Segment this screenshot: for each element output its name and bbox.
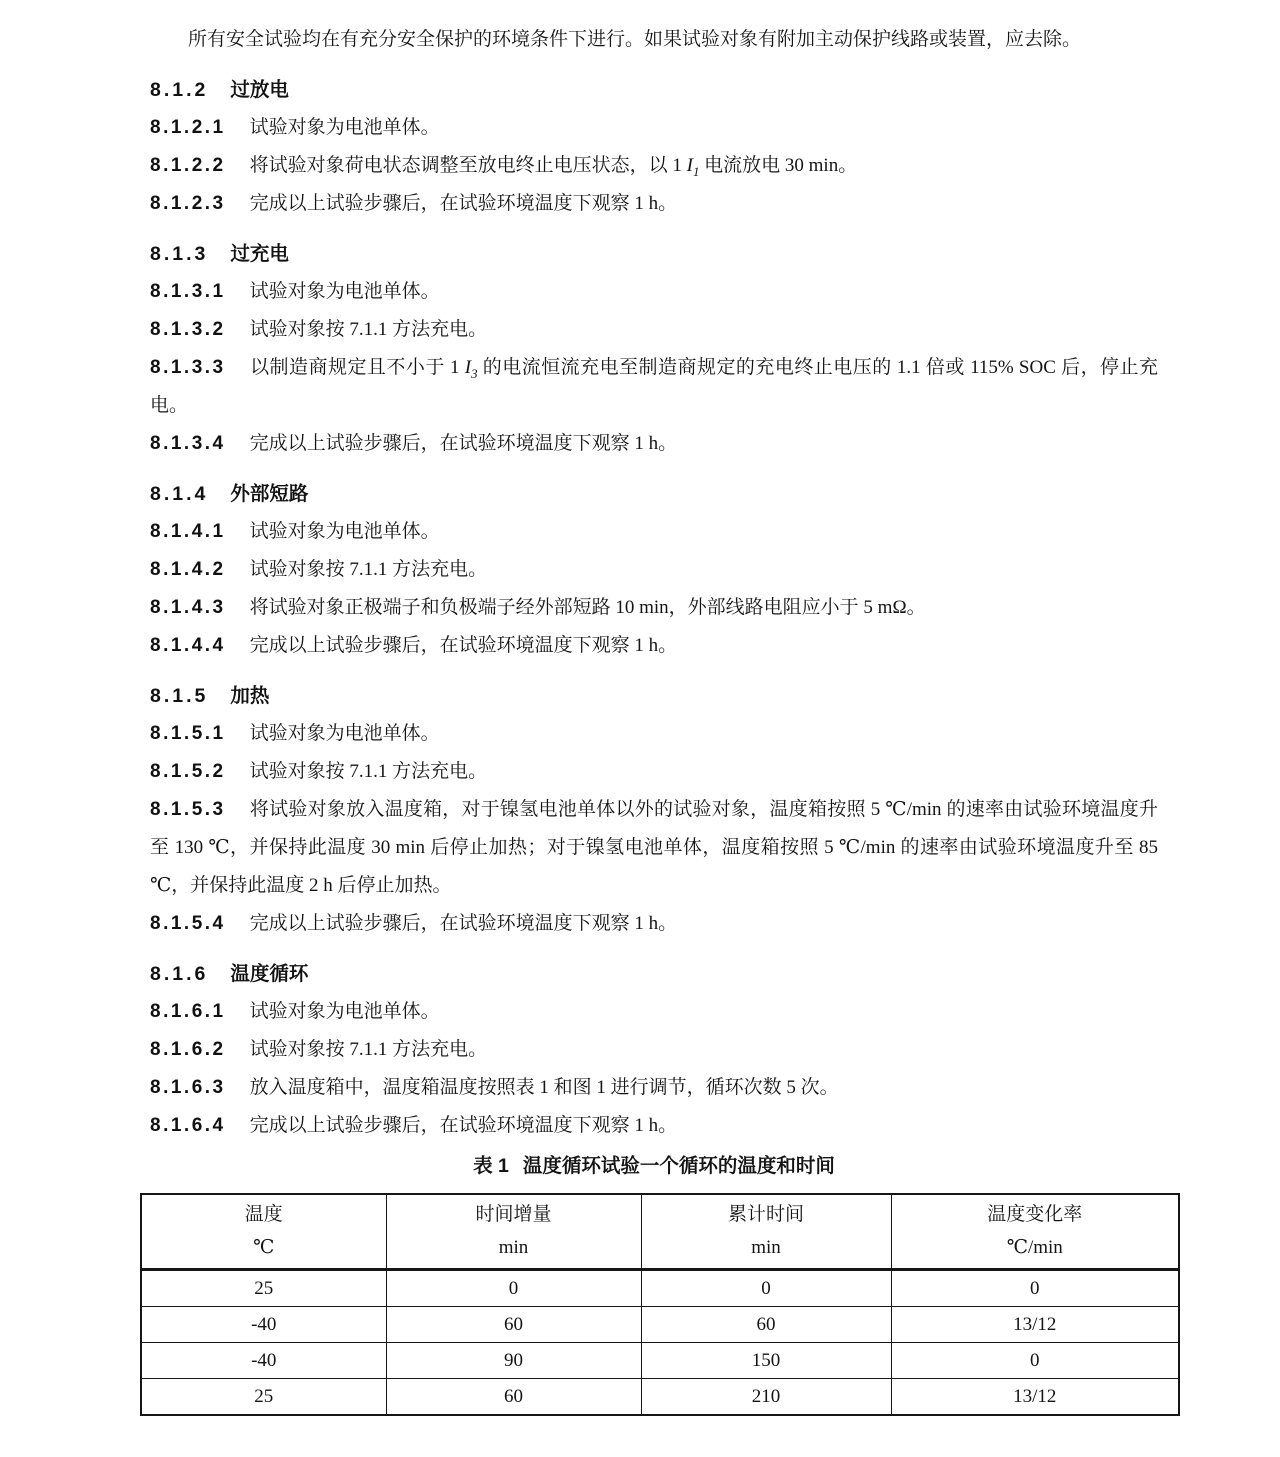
table-cell: 0	[641, 1270, 891, 1307]
clause-text: 放入温度箱中，温度箱温度按照表 1 和图 1 进行调节，循环次数 5 次。	[249, 1077, 839, 1098]
column-unit: min	[498, 1237, 529, 1258]
section-heading-8-1-5	[150, 677, 1158, 715]
current-symbol: I	[464, 357, 472, 378]
clause-number: 8.1.5.2	[150, 761, 226, 782]
clause-number: 8.1.3.2	[150, 319, 226, 340]
clause-8-1-6-3	[150, 1069, 1158, 1107]
clause-number: 8.1.5.4	[150, 913, 226, 934]
clause-number: 8.1.6.4	[150, 1115, 226, 1136]
clause-8-1-3-3	[150, 349, 1158, 425]
clause-text: 试验对象为电池单体。	[249, 281, 440, 302]
table-caption-label: 表 1	[473, 1155, 509, 1177]
clause-number: 8.1.4.1	[150, 521, 226, 542]
clause-text: 试验对象为电池单体。	[249, 723, 440, 744]
table-cell: 0	[891, 1343, 1179, 1379]
table-1-wrapper	[140, 1193, 1178, 1416]
table-cell: 13/12	[891, 1379, 1179, 1416]
clause-number: 8.1.6.2	[150, 1039, 226, 1060]
clause-text: 将试验对象放入温度箱，对于镍氢电池单体以外的试验对象，温度箱按照 5 ℃/min 的速率由试验环境温度升至 130 ℃，并保持此温度 30 min 后停止加热；对于镍氢电池单体，温度箱按照 5 ℃/min 的速率由试验环境温度升至 85 ℃，并保持此温度 2 h 后停止加热。	[150, 799, 1158, 896]
clause-number: 8.1.2.2	[150, 155, 226, 176]
temperature-cycle-table	[140, 1193, 1180, 1416]
column-unit: ℃/min	[1006, 1237, 1063, 1258]
table-cell: 25	[141, 1270, 386, 1307]
clause-8-1-5-4	[150, 905, 1158, 943]
clause-8-1-2-3	[150, 185, 1158, 223]
clause-text: 将试验对象正极端子和负极端子经外部短路 10 min，外部线路电阻应小于 5 mΩ。	[249, 597, 926, 618]
clause-8-1-5-2	[150, 753, 1158, 791]
section-title: 加热	[230, 685, 270, 707]
section-title: 过放电	[230, 79, 289, 101]
table-cell: -40	[141, 1307, 386, 1343]
column-header-time-increment	[386, 1194, 641, 1270]
clause-text: 完成以上试验步骤后，在试验环境温度下观察 1 h。	[249, 913, 678, 934]
column-header-cumulative-time	[641, 1194, 891, 1270]
clause-number: 8.1.3.3	[150, 357, 226, 378]
clause-text: 试验对象为电池单体。	[249, 117, 440, 138]
clause-text: 完成以上试验步骤后，在试验环境温度下观察 1 h。	[249, 635, 678, 656]
section-heading-8-1-3	[150, 235, 1158, 273]
clause-number: 8.1.5.1	[150, 723, 226, 744]
section-number: 8.1.6	[150, 963, 209, 985]
clause-text: 试验对象按 7.1.1 方法充电。	[249, 761, 488, 782]
clause-8-1-3-2	[150, 311, 1158, 349]
section-heading-8-1-2	[150, 71, 1158, 109]
clause-number: 8.1.4.3	[150, 597, 226, 618]
table-cell: 0	[891, 1270, 1179, 1307]
table-row	[141, 1307, 1179, 1343]
clause-text: 将试验对象荷电状态调整至放电终止电压状态，以 1 $I_1$ 电流放电 30 min。	[249, 155, 858, 179]
column-header-temperature	[141, 1194, 386, 1270]
table-cell: 13/12	[891, 1307, 1179, 1343]
clause-number: 8.1.6.1	[150, 1001, 226, 1022]
column-title: 温度	[244, 1204, 283, 1225]
clause-text: 试验对象按 7.1.1 方法充电。	[249, 1039, 488, 1060]
clause-text: 完成以上试验步骤后，在试验环境温度下观察 1 h。	[249, 1115, 678, 1136]
clause-number: 8.1.2.1	[150, 117, 226, 138]
table-row	[141, 1270, 1179, 1307]
clause-8-1-5-3	[150, 791, 1158, 905]
clause-number: 8.1.4.2	[150, 559, 226, 580]
column-header-temperature-change-rate	[891, 1194, 1179, 1270]
column-title: 累计时间	[727, 1204, 804, 1225]
clause-8-1-3-1	[150, 273, 1158, 311]
table-cell: -40	[141, 1343, 386, 1379]
section-number: 8.1.5	[150, 685, 209, 707]
section-heading-8-1-4	[150, 475, 1158, 513]
clause-text: 以制造商规定且不小于 1 $I_3$ 的电流恒流充电至制造商规定的充电终止电压的 1.1 倍或 115% SOC 后，停止充电。	[150, 357, 1158, 416]
clause-number: 8.1.5.3	[150, 799, 226, 820]
current-symbol-subscript: 1	[692, 163, 700, 179]
section-number: 8.1.3	[150, 243, 209, 265]
clause-text: 试验对象为电池单体。	[249, 521, 440, 542]
intro-paragraph: 所有安全试验均在有充分安全保护的环境条件下进行。如果试验对象有附加主动保护线路或装置，应去除。	[188, 29, 1082, 50]
table-cell: 25	[141, 1379, 386, 1416]
clause-8-1-4-2	[150, 551, 1158, 589]
table-caption	[150, 1147, 1158, 1185]
section-number: 8.1.4	[150, 483, 209, 505]
clause-text: 试验对象按 7.1.1 方法充电。	[249, 319, 488, 340]
clause-8-1-3-4	[150, 425, 1158, 463]
clause-8-1-5-1	[150, 715, 1158, 753]
clause-number: 8.1.2.3	[150, 193, 226, 214]
clause-text: 完成以上试验步骤后，在试验环境温度下观察 1 h。	[249, 433, 678, 454]
table-header-row	[141, 1194, 1179, 1270]
section-title: 过充电	[230, 243, 289, 265]
table-caption-title: 温度循环试验一个循环的温度和时间	[522, 1155, 835, 1177]
column-unit: min	[751, 1237, 781, 1258]
clause-text: 完成以上试验步骤后，在试验环境温度下观察 1 h。	[249, 193, 678, 214]
table-row	[141, 1379, 1179, 1416]
clause-8-1-6-4	[150, 1107, 1158, 1145]
column-unit: ℃	[253, 1237, 275, 1258]
section-title: 温度循环	[230, 963, 309, 985]
clause-text: 试验对象为电池单体。	[249, 1001, 440, 1022]
table-cell: 60	[386, 1307, 641, 1343]
clause-number: 8.1.4.4	[150, 635, 226, 656]
table-cell: 60	[641, 1307, 891, 1343]
table-row	[141, 1343, 1179, 1379]
section-heading-8-1-6	[150, 955, 1158, 993]
section-title: 外部短路	[230, 483, 309, 505]
clause-8-1-4-4	[150, 627, 1158, 665]
table-cell: 150	[641, 1343, 891, 1379]
table-cell: 0	[386, 1270, 641, 1307]
clause-8-1-4-1	[150, 513, 1158, 551]
column-title: 时间增量	[475, 1204, 552, 1225]
section-number: 8.1.2	[150, 79, 209, 101]
clause-8-1-2-2	[150, 147, 1158, 185]
clause-number: 8.1.3.4	[150, 433, 226, 454]
current-symbol-subscript: 3	[471, 365, 478, 381]
clause-8-1-2-1	[150, 109, 1158, 147]
table-cell: 60	[386, 1379, 641, 1416]
clause-8-1-6-2	[150, 1031, 1158, 1069]
clause-number: 8.1.3.1	[150, 281, 226, 302]
clause-number: 8.1.6.3	[150, 1077, 226, 1098]
clause-8-1-4-3	[150, 589, 1158, 627]
current-symbol: I	[686, 155, 693, 176]
clause-text: 试验对象按 7.1.1 方法充电。	[249, 559, 488, 580]
table-cell: 210	[641, 1379, 891, 1416]
clause-8-1-6-1	[150, 993, 1158, 1031]
column-title: 温度变化率	[987, 1204, 1083, 1225]
table-cell: 90	[386, 1343, 641, 1379]
